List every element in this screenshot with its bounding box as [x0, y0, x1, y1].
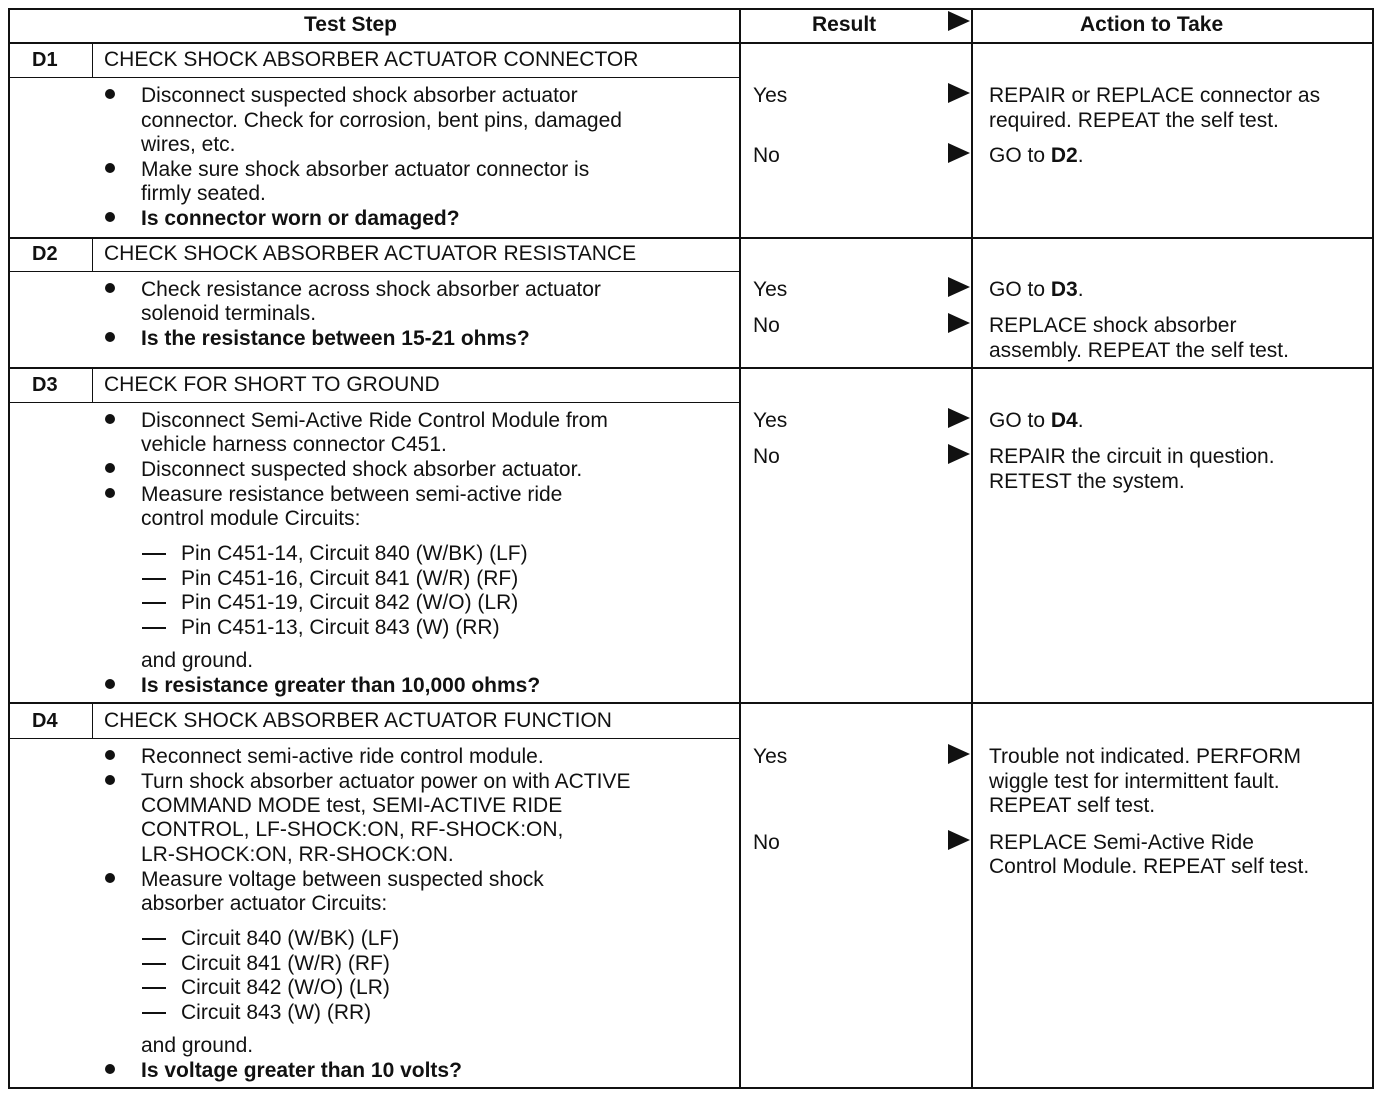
step-id: D2 [32, 243, 58, 265]
step-title: CHECK SHOCK ABSORBER ACTUATOR FUNCTION [104, 709, 612, 732]
step-subline: Circuit 840 (W/BK) (LF) [181, 927, 400, 950]
bullet-icon [105, 463, 115, 473]
bullet-icon [105, 679, 115, 689]
step-line: Turn shock absorber actuator power on with ACTIVE [141, 770, 631, 793]
step-subline: Circuit 841 (W/R) (RF) [181, 952, 390, 975]
step-id: D3 [32, 374, 58, 396]
step-line: firmly seated. [141, 182, 266, 205]
step-line: and ground. [141, 649, 254, 672]
result-yes: Yes [753, 409, 788, 432]
step-line: COMMAND MODE test, SEMI-ACTIVE RIDE [141, 794, 563, 817]
bullet-icon [105, 212, 115, 222]
step-line: Measure resistance between semi-active ride [141, 483, 563, 506]
action-text: REPLACE Semi-Active Ride [989, 831, 1254, 854]
arrow-icon [948, 744, 970, 764]
arrow-icon [948, 11, 970, 31]
action-text: REPAIR or REPLACE connector as [989, 84, 1321, 107]
step-id: D4 [32, 710, 58, 732]
arrow-icon [948, 444, 970, 464]
step-subline: Pin C451-14, Circuit 840 (W/BK) (LF) [181, 542, 528, 565]
action-text: required. REPEAT the self test. [989, 109, 1279, 132]
arrow-icon [948, 83, 970, 103]
result-yes: Yes [753, 278, 788, 301]
action-text: REPAIR the circuit in question. [989, 445, 1275, 468]
arrow-icon [948, 313, 970, 333]
dash-icon [142, 602, 166, 604]
step-title: CHECK SHOCK ABSORBER ACTUATOR RESISTANCE [104, 242, 637, 265]
step-line: Measure voltage between suspected shock [141, 868, 544, 891]
step-line: Disconnect suspected shock absorber actuator. [141, 458, 583, 481]
action-goto: GO to D4. [989, 409, 1084, 432]
action-text: RETEST the system. [989, 470, 1185, 493]
action-text: assembly. REPEAT the self test. [989, 339, 1289, 362]
bullet-icon [105, 89, 115, 99]
action-text: Control Module. REPEAT self test. [989, 855, 1310, 878]
step-subline: Circuit 842 (W/O) (LR) [181, 976, 390, 999]
bullet-icon [105, 775, 115, 785]
result-no: No [753, 144, 780, 167]
step-line: Disconnect Semi-Active Ride Control Module from [141, 409, 608, 432]
bullet-icon [105, 332, 115, 342]
arrow-icon [948, 143, 970, 163]
action-goto: GO to D3. [989, 278, 1084, 301]
dash-icon [142, 963, 166, 965]
step-question: Is connector worn or damaged? [141, 207, 460, 230]
action-text: REPLACE shock absorber [989, 314, 1237, 337]
step-line: Make sure shock absorber actuator connector is [141, 158, 590, 181]
step-line: solenoid terminals. [141, 302, 317, 325]
action-text: wiggle test for intermittent fault. [989, 770, 1280, 793]
step-line: absorber actuator Circuits: [141, 892, 388, 915]
dash-icon [142, 938, 166, 940]
step-question: Is resistance greater than 10,000 ohms? [141, 674, 541, 697]
header-result: Result [812, 13, 877, 36]
dash-icon [142, 1012, 166, 1014]
step-subline: Pin C451-19, Circuit 842 (W/O) (LR) [181, 591, 519, 614]
step-title: CHECK SHOCK ABSORBER ACTUATOR CONNECTOR [104, 48, 639, 71]
result-yes: Yes [753, 745, 788, 768]
step-title: CHECK FOR SHORT TO GROUND [104, 373, 440, 396]
bullet-icon [105, 873, 115, 883]
bullet-icon [105, 750, 115, 760]
bullet-icon [105, 163, 115, 173]
step-line: control module Circuits: [141, 507, 361, 530]
step-line: connector. Check for corrosion, bent pins, damaged [141, 109, 622, 132]
arrow-icon [948, 830, 970, 850]
step-line: LR-SHOCK:ON, RR-SHOCK:ON. [141, 843, 454, 866]
result-no: No [753, 445, 780, 468]
dash-icon [142, 627, 166, 629]
arrow-icon [948, 408, 970, 428]
step-subline: Pin C451-13, Circuit 843 (W) (RR) [181, 616, 500, 639]
bullet-icon [105, 488, 115, 498]
step-line: Disconnect suspected shock absorber actuator [141, 84, 578, 107]
arrow-icon [948, 277, 970, 297]
result-no: No [753, 314, 780, 337]
step-line: and ground. [141, 1034, 254, 1057]
step-question: Is the resistance between 15-21 ohms? [141, 327, 530, 350]
header-action: Action to Take [1080, 13, 1224, 36]
dash-icon [142, 553, 166, 555]
step-line: CONTROL, LF-SHOCK:ON, RF-SHOCK:ON, [141, 818, 564, 841]
result-yes: Yes [753, 84, 788, 107]
step-id: D1 [32, 49, 58, 71]
bullet-icon [105, 283, 115, 293]
action-text: Trouble not indicated. PERFORM [989, 745, 1302, 768]
header-test-step: Test Step [304, 13, 397, 36]
step-question: Is voltage greater than 10 volts? [141, 1059, 462, 1082]
step-subline: Circuit 843 (W) (RR) [181, 1001, 372, 1024]
dash-icon [142, 578, 166, 580]
action-text: REPEAT self test. [989, 794, 1156, 817]
step-line: Reconnect semi-active ride control module. [141, 745, 544, 768]
step-subline: Pin C451-16, Circuit 841 (W/R) (RF) [181, 567, 519, 590]
bullet-icon [105, 414, 115, 424]
step-line: vehicle harness connector C451. [141, 433, 447, 456]
step-line: Check resistance across shock absorber actuator [141, 278, 601, 301]
step-line: wires, etc. [141, 133, 236, 156]
result-no: No [753, 831, 780, 854]
dash-icon [142, 987, 166, 989]
bullet-icon [105, 1064, 115, 1074]
action-goto: GO to D2. [989, 144, 1084, 167]
